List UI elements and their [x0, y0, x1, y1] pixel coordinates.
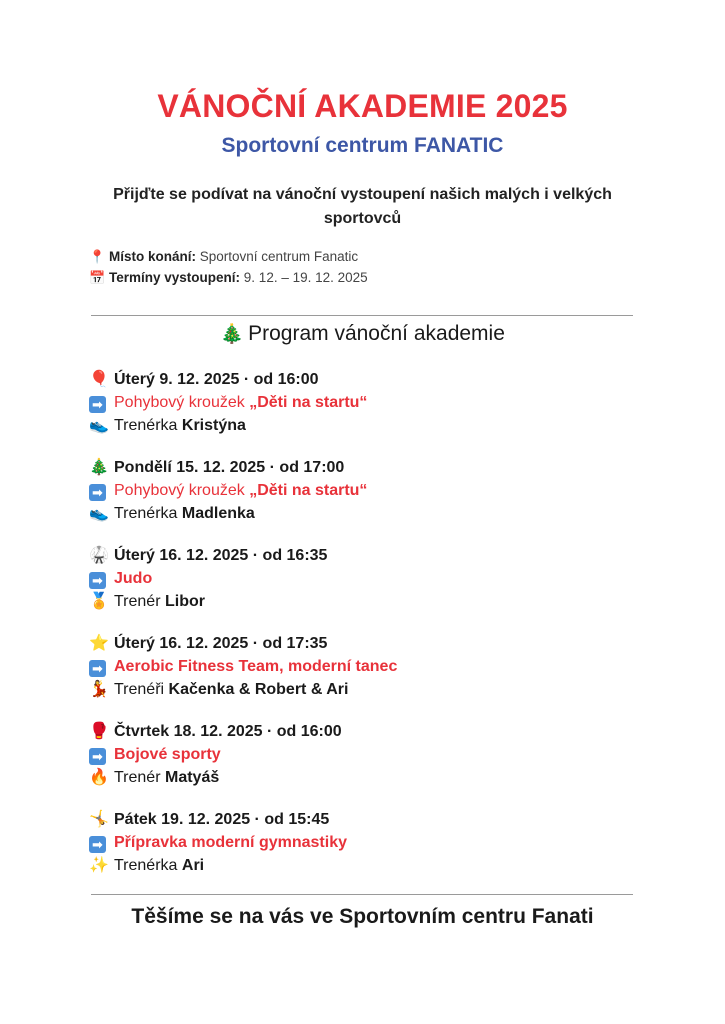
map-pin-icon: 📍 — [89, 249, 106, 264]
venue-label: Místo konání: — [109, 249, 196, 264]
coach-name: Matyáš — [164, 769, 220, 786]
event-item — [89, 632, 649, 701]
venue-info — [89, 249, 358, 265]
event-item — [89, 544, 649, 613]
program-heading — [0, 322, 725, 346]
calendar-icon: 📅 — [89, 270, 106, 285]
coach-role: Trenérka — [114, 505, 178, 522]
divider-bottom — [91, 894, 633, 895]
coach-name: Madlenka — [181, 505, 255, 522]
event-activity: Aerobic Fitness Team, moderní tanec — [114, 658, 398, 675]
activity-prefix: Pohybový kroužek — [114, 394, 245, 411]
event-coach — [114, 417, 246, 434]
program-heading-text: Program vánoční akademie — [248, 322, 505, 345]
intro-text: Přijďte se podívat na vánoční vystoupení našich malých i velkých sportovců — [113, 186, 612, 227]
event-activity — [114, 394, 367, 411]
christmas-tree-icon: 🎄 — [220, 324, 244, 345]
dates-info — [89, 270, 368, 286]
arrow-right-icon: ➡ — [89, 836, 106, 853]
event-activity: Judo — [114, 570, 153, 587]
coach-name: Kristýna — [181, 417, 246, 434]
event-activity: Bojové sporty — [114, 746, 221, 763]
event-item — [89, 368, 649, 437]
cartwheel-icon: 🤸 — [89, 811, 109, 828]
event-activity: Přípravka moderní gymnastiky — [114, 834, 347, 851]
event-activity — [114, 482, 367, 499]
event-date: Čtvrtek 18. 12. 2025 · od 16:00 — [114, 723, 342, 740]
event-coach — [114, 593, 205, 610]
arrow-right-icon: ➡ — [89, 660, 106, 677]
page-title: VÁNOČNÍ AKADEMIE 2025 — [157, 88, 568, 124]
sneaker-icon: 👟 — [89, 505, 109, 522]
event-date: Pondělí 15. 12. 2025 · od 17:00 — [114, 459, 345, 476]
sparkles-icon: ✨ — [89, 857, 109, 874]
coach-role: Trenérka — [114, 857, 178, 874]
arrow-right-icon: ➡ — [89, 748, 106, 765]
event-date: Pátek 19. 12. 2025 · od 15:45 — [114, 811, 330, 828]
footer-text: Těšíme se na vás ve Sportovním centru Fanati — [131, 905, 594, 928]
event-coach — [114, 857, 204, 874]
christmas-tree-icon: 🎄 — [89, 459, 109, 476]
arrow-right-icon: ➡ — [89, 484, 106, 501]
fire-icon: 🔥 — [89, 769, 109, 786]
coach-role: Trenérka — [114, 417, 178, 434]
star-icon: ⭐ — [89, 635, 109, 652]
martial-arts-uniform-icon: 🥋 — [89, 547, 109, 564]
dates-label: Termíny vystoupení: — [109, 270, 241, 285]
event-item — [89, 720, 649, 789]
coach-role: Trenéři — [114, 681, 165, 698]
activity-quote: „Děti na startu“ — [249, 394, 368, 411]
dancer-icon: 💃 — [89, 681, 109, 698]
coach-role: Trenér — [114, 593, 161, 610]
event-coach — [114, 769, 219, 786]
sneaker-icon: 👟 — [89, 417, 109, 434]
page-subtitle: Sportovní centrum FANATIC — [221, 134, 504, 157]
arrow-right-icon: ➡ — [89, 572, 106, 589]
venue-value: Sportovní centrum Fanatic — [199, 249, 359, 264]
divider-top — [91, 315, 633, 316]
event-coach — [114, 681, 348, 698]
event-date: Úterý 9. 12. 2025 · od 16:00 — [114, 371, 319, 388]
event-item — [89, 456, 649, 525]
activity-prefix: Pohybový kroužek — [114, 482, 245, 499]
event-date: Úterý 16. 12. 2025 · od 17:35 — [114, 635, 328, 652]
balloon-icon: 🎈 — [89, 371, 109, 388]
arrow-right-icon: ➡ — [89, 396, 106, 413]
coach-name: Ari — [181, 857, 205, 874]
coach-role: Trenér — [114, 769, 161, 786]
coach-name: Libor — [164, 593, 205, 610]
medal-icon: 🏅 — [89, 593, 109, 610]
event-coach — [114, 505, 255, 522]
event-item — [89, 808, 649, 877]
activity-quote: „Děti na startu“ — [249, 482, 368, 499]
coach-name: Kačenka & Robert & Ari — [168, 681, 349, 698]
event-date: Úterý 16. 12. 2025 · od 16:35 — [114, 547, 328, 564]
dates-value: 9. 12. – 19. 12. 2025 — [243, 270, 368, 285]
boxing-glove-icon: 🥊 — [89, 723, 109, 740]
